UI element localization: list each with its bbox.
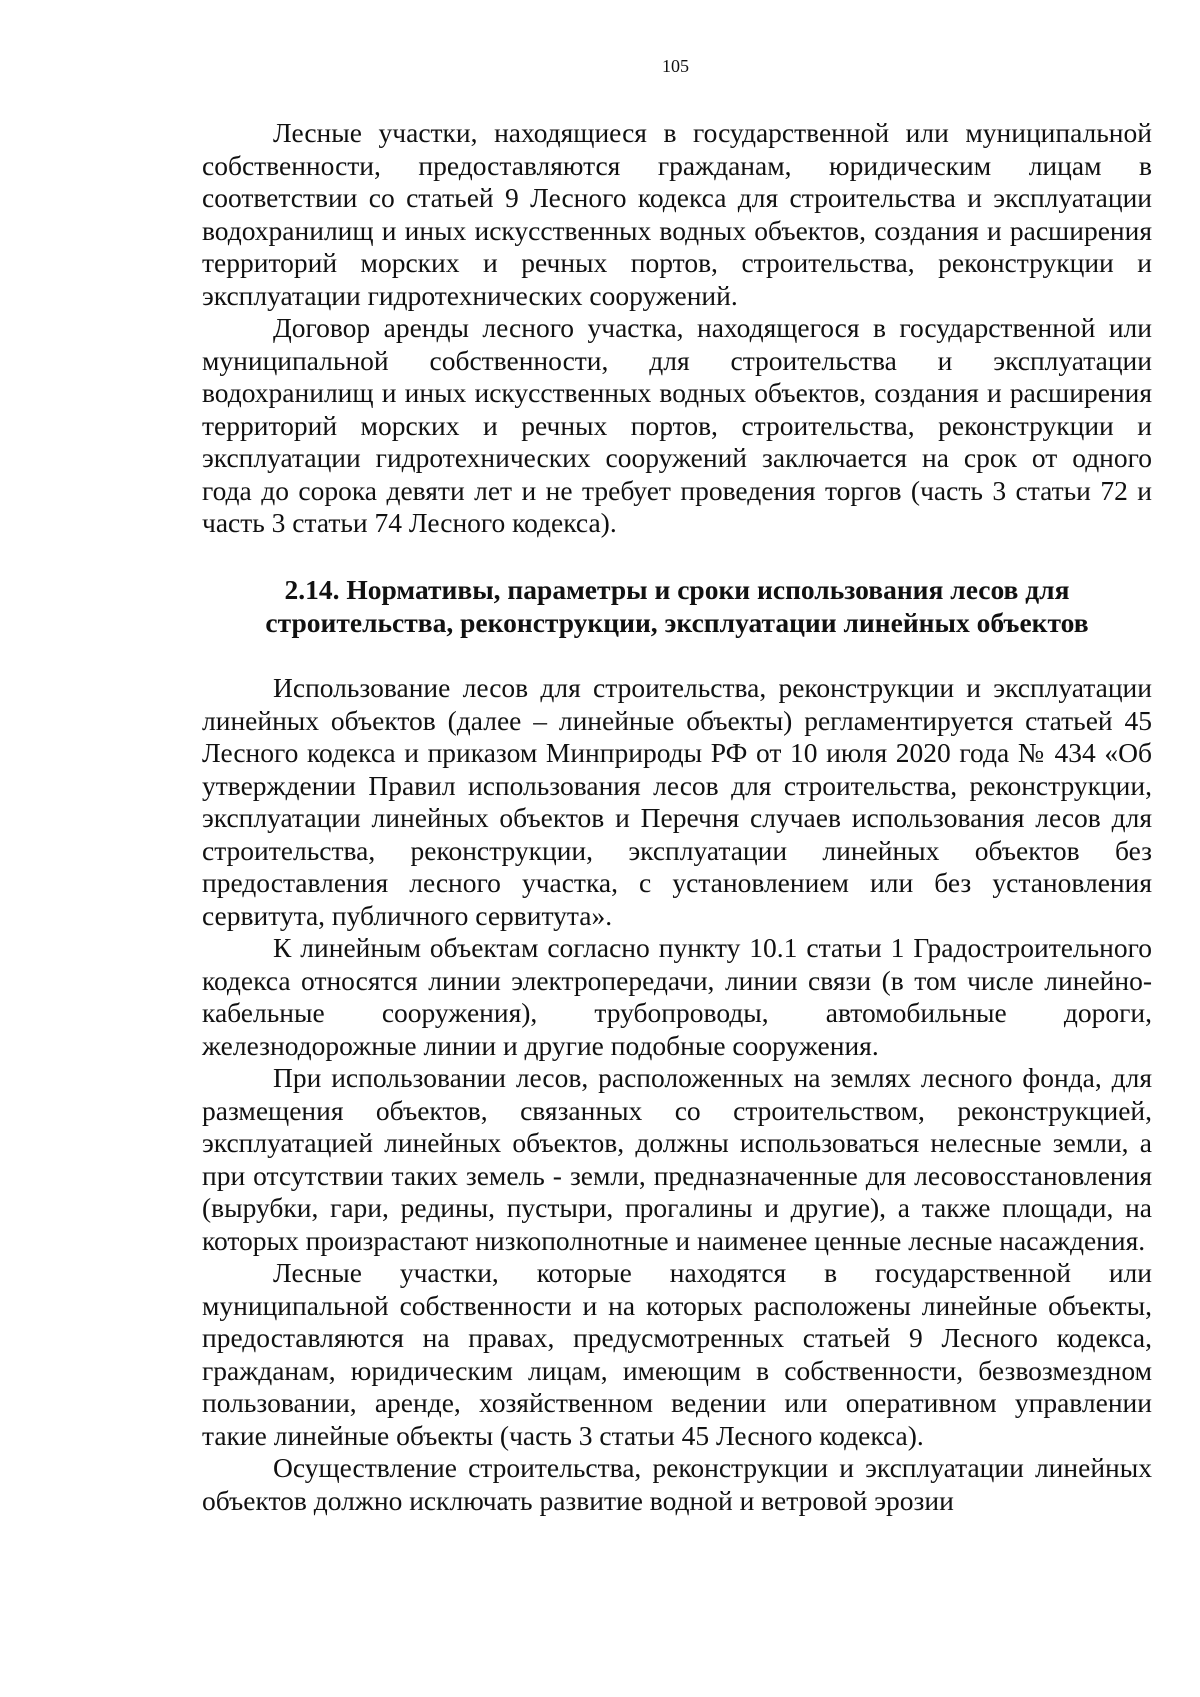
paragraph: Осуществление строительства, реконструкции и эксплуатации линейных объектов должно исключать развитие водной и ветровой эрозии <box>202 1452 1152 1516</box>
section-heading-line: 2.14. Нормативы, параметры и сроки использования лесов для <box>284 574 1070 605</box>
paragraph: Договор аренды лесного участка, находящегося в государственной или муниципальной собственности, для строительства и эксплуатации водохранилищ и иных искусственных водных объектов, создания и расширения территорий морских и речных портов, строительства, реконструкции и эксплуатации гидротехнических сооружений заключается на срок от одного года до сорока девяти лет и не требует проведения торгов (часть 3 статьи 72 и часть 3 статьи 74 Лесного кодекса). <box>202 312 1152 538</box>
paragraph: При использовании лесов, расположенных на землях лесного фонда, для размещения объектов, связанных со строительством, реконструкцией, эксплуатацией линейных объектов, должны использоваться нелесные земли, а при отсутствии таких земель - земли, предназначенные для лесовосстановления (вырубки, гари, редины, пустыри, прогалины и другие), а также площади, на которых произрастают низкополнотные и наименее ценные лесные насаждения. <box>202 1062 1152 1256</box>
preceding-section-text <box>202 117 1152 540</box>
paragraph: Лесные участки, находящиеся в государственной или муниципальной собственности, предоставляются гражданам, юридическим лицам в соответствии со статьей 9 Лесного кодекса для строительства и эксплуатации водохранилищ и иных искусственных водных объектов, создания и расширения территорий морских и речных портов, строительства, реконструкции и эксплуатации гидротехнических сооружений. <box>202 117 1152 311</box>
section-body-text <box>202 672 1152 1517</box>
paragraph: Лесные участки, которые находятся в государственной или муниципальной собственности и на которых расположены линейные объекты, предоставляются на правах, предусмотренных статьей 9 Лесного кодекса, гражданам, юридическим лицам, имеющим в собственности, безвозмездном пользовании, аренде, хозяйственном ведении или оперативном управлении такие линейные объекты (часть 3 статьи 45 Лесного кодекса). <box>202 1257 1152 1451</box>
section-heading <box>202 573 1152 639</box>
paragraph: К линейным объектам согласно пункту 10.1 статьи 1 Градостроительного кодекса относятся линии электропередачи, линии связи (в том числе линейно-кабельные сооружения), трубопроводы, автомобильные дороги, железнодорожные линии и другие подобные сооружения. <box>202 932 1152 1061</box>
page-number: 105 <box>662 56 689 76</box>
paragraph: Использование лесов для строительства, реконструкции и эксплуатации линейных объектов (далее – линейные объекты) регламентируется статьей 45 Лесного кодекса и приказом Минприроды РФ от 10 июля 2020 года № 434 «Об утверждении Правил использования лесов для строительства, реконструкции, эксплуатации линейных объектов и Перечня случаев использования лесов для строительства, реконструкции, эксплуатации линейных объектов без предоставления лесного участка, с установлением или без установления сервитута, публичного сервитута». <box>202 672 1152 931</box>
section-heading-line: строительства, реконструкции, эксплуатации линейных объектов <box>265 607 1089 638</box>
